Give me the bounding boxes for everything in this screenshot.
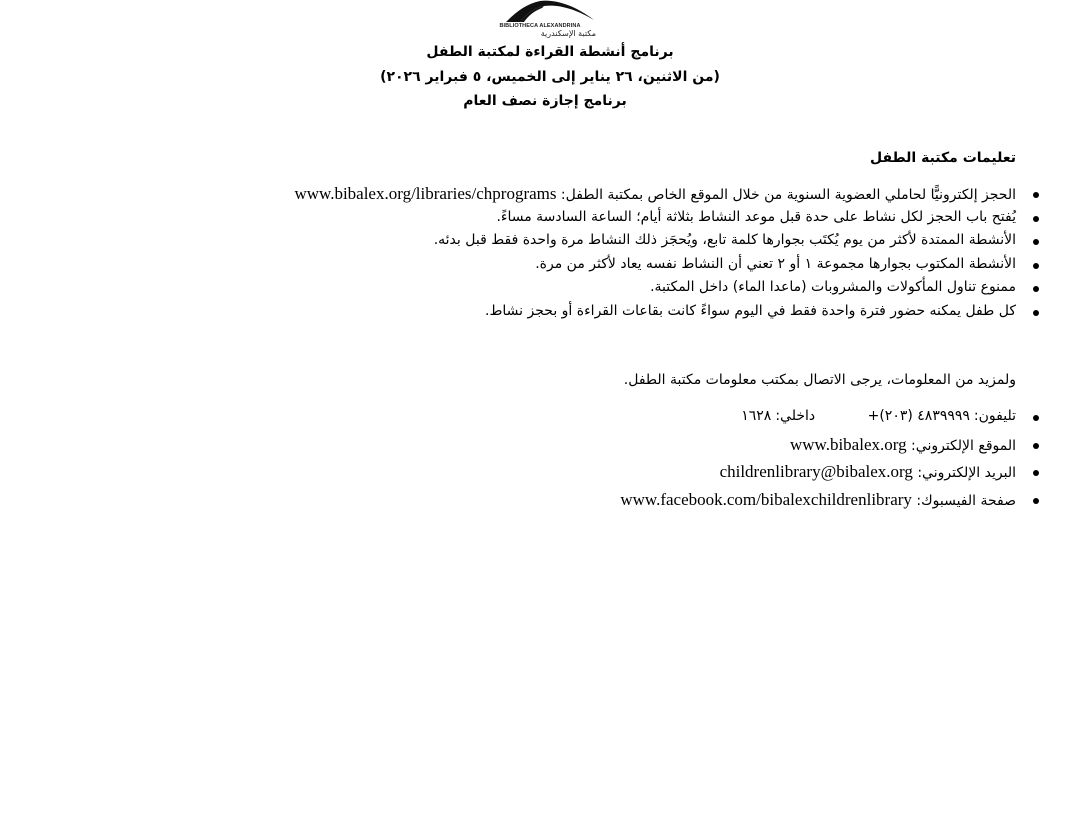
contact-email: [0, 458, 1082, 486]
phone-value: ٤٨٣٩٩٩٩ (٢٠٣)+: [867, 408, 970, 424]
extension-label: داخلي:: [775, 408, 816, 424]
bullet-icon: [1033, 192, 1039, 198]
bullet-icon: [1033, 310, 1039, 316]
instruction-item: [0, 206, 1082, 230]
program-title: برنامج أنشطة القراءة لمكتبة الطفل: [426, 44, 674, 60]
bullet-icon: [1033, 286, 1039, 292]
instruction-text: الأنشطة الممتدة لأكثر من يوم يُكتَب بجوارها كلمة تابع، ويُحجَز ذلك النشاط مرة واحدة فقط قبل بدئه.: [433, 232, 1016, 248]
logo-arabic-name: مكتبة الإسكندرية: [540, 29, 596, 38]
instruction-text: كل طفل يمكنه حضور فترة واحدة فقط في اليوم سواءً كانت بقاعات القراءة أو بحجز نشاط.: [485, 302, 1016, 319]
bibalex-logo-icon: [504, 0, 596, 24]
instruction-text: الحجز إلكترونيًّا لحاملي العضوية السنوية من خلال الموقع الخاص بمكتبة الطفل:: [556, 187, 1016, 203]
instruction-text: الأنشطة المكتوب بجوارها مجموعة ١ أو ٢ تعني أن النشاط نفسه يعاد لأكثر من مرة.: [535, 255, 1016, 272]
instructions-list: [0, 182, 1082, 323]
facebook-label: صفحة الفيسبوك:: [911, 492, 1016, 509]
bullet-icon: [1033, 415, 1039, 421]
instruction-item: [0, 182, 1082, 206]
bullet-icon: [1033, 263, 1039, 269]
instruction-item: [0, 229, 1082, 253]
instruction-item: [0, 300, 1082, 324]
contact-facebook: [0, 486, 1082, 514]
bullet-icon: [1033, 239, 1039, 245]
logo-english-name: BIBLIOTHECA ALEXANDRINA: [499, 23, 581, 29]
website-label: الموقع الإلكتروني:: [906, 437, 1016, 454]
instruction-text: يُفتح باب الحجز لكل نشاط على حدة قبل موعد النشاط بثلاثة أيام؛ الساعة السادسة مساءً.: [496, 208, 1016, 225]
bullet-icon: [1033, 443, 1039, 449]
bibalex-logo: [484, 0, 596, 40]
bullet-icon: [1033, 470, 1039, 476]
instruction-item: [0, 253, 1082, 277]
instructions-heading: تعليمات مكتبة الطفل: [869, 150, 1016, 166]
contact-phone: [0, 403, 1082, 431]
program-subtitle: برنامج إجازة نصف العام: [463, 93, 627, 109]
extension-value: ١٦٢٨: [741, 408, 772, 424]
contact-list: [0, 403, 1082, 513]
email-label: البريد الإلكتروني:: [912, 465, 1016, 481]
more-info-text: ولمزيد من المعلومات، يرجى الاتصال بمكتب معلومات مكتبة الطفل.: [623, 372, 1016, 388]
email-link[interactable]: childrenlibrary@bibalex.org: [719, 462, 913, 481]
website-link[interactable]: www.bibalex.org: [789, 434, 907, 454]
facebook-link[interactable]: www.facebook.com/bibalexchildrenlibrary: [620, 489, 912, 509]
instruction-item: [0, 276, 1082, 300]
instruction-text: ممنوع تناول المأكولات والمشروبات (ماعدا الماء) داخل المكتبة.: [650, 279, 1016, 295]
phone-label: تليفون:: [973, 408, 1016, 424]
programs-link[interactable]: www.bibalex.org/libraries/chprograms: [294, 184, 557, 203]
bullet-icon: [1033, 216, 1039, 222]
contact-website: [0, 431, 1082, 459]
bullet-icon: [1033, 498, 1039, 504]
program-date-range: (من الاثنين، ٢٦ يناير إلى الخميس، ٥ فبراير ٢٠٢٦): [380, 69, 720, 85]
